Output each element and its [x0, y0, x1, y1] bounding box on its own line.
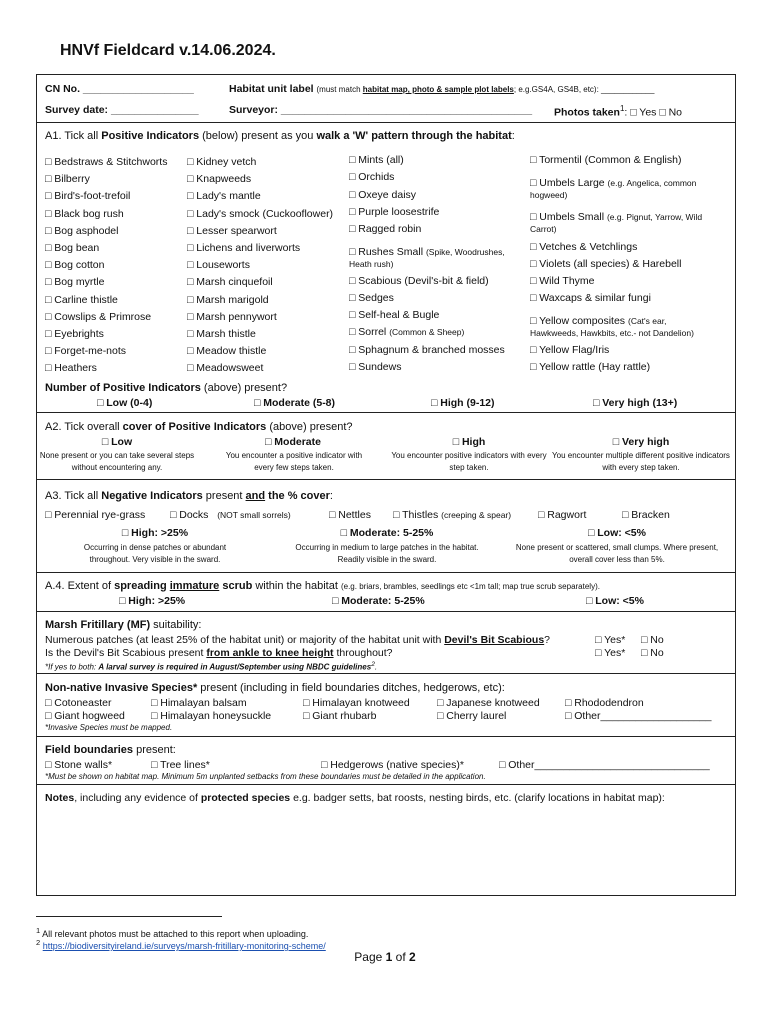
- a3-heading: A3. Tick all Negative Indicators present and the % cover:: [45, 490, 333, 502]
- checkbox-cherry-laurel[interactable]: □ Cherry laurel: [437, 710, 507, 722]
- checkbox-himalayan-honeysuckle[interactable]: □ Himalayan honeysuckle: [151, 710, 272, 722]
- checkbox-docks[interactable]: □ Docks (NOT small sorrels): [170, 509, 291, 521]
- checkbox-item[interactable]: □ Louseworts: [187, 259, 250, 272]
- a2-option-high[interactable]: □ High: [452, 436, 486, 448]
- checkbox-item[interactable]: □ Self-heal & Bugle: [349, 309, 440, 321]
- a3-desc-high: Occurring in dense patches or abundant throughout. Very visible in the sward.: [83, 543, 227, 564]
- checkbox-item[interactable]: □ Scabious (Devil's-bit & field): [349, 275, 489, 287]
- invasive-note: *Invasive Species must be mapped.: [45, 723, 173, 732]
- checkbox-item-umbels-large[interactable]: □ Umbels Large (e.g. Angelica, common: [530, 177, 697, 189]
- checkbox-stone-walls[interactable]: □ Stone walls*: [45, 759, 113, 771]
- checkbox-item[interactable]: □ Marsh pennywort: [187, 310, 277, 323]
- umbels-large-note: hogweed): [530, 190, 568, 200]
- habitat-label: Habitat unit label: [229, 83, 314, 95]
- positive-count-question: Number of Positive Indicators (above) present?: [45, 382, 288, 394]
- checkbox-item[interactable]: □ Bog asphodel: [45, 224, 119, 237]
- rushes-note: Heath rush): [349, 259, 394, 269]
- a2-desc-moderate: You encounter a positive indicator with every few steps taken.: [225, 451, 363, 472]
- checkbox-item[interactable]: □ Ragged robin: [349, 223, 422, 235]
- count-option-low[interactable]: □ Low (0-4): [97, 397, 153, 409]
- a3-cover-low[interactable]: □ Low: <5%: [588, 527, 646, 539]
- surveyor-field[interactable]: Surveyor: ___________________________________________: [229, 104, 533, 116]
- page-number: Page 1 of 2: [354, 950, 416, 964]
- photos-options[interactable]: : □ Yes □ No: [624, 106, 683, 119]
- a4-heading: A.4. Extent of spreading immature scrub within the habitat (e.g. briars, brambles, seedlings etc <1m tall; map true scrub separately).: [45, 580, 600, 592]
- checkbox-item[interactable]: □ Bog myrtle: [45, 276, 105, 289]
- checkbox-himalayan-balsam[interactable]: □ Himalayan balsam: [151, 697, 247, 709]
- a2-desc-low: None present or you can take several steps without encountering any.: [39, 451, 195, 472]
- notes-heading: Notes, including any evidence of protected species e.g. badger setts, bat roosts, nesting birds, etc. (clarify locations in habitat map):: [45, 792, 665, 804]
- survey-date-field[interactable]: Survey date: _______________: [45, 104, 199, 116]
- checkbox-item[interactable]: □ Lesser spearwort: [187, 224, 277, 237]
- checkbox-rhododendron[interactable]: □ Rhododendron: [565, 697, 644, 709]
- photos-taken-field[interactable]: Photos taken$^1$: □ Yes □ No: [554, 104, 683, 119]
- boundaries-note: *Must be shown on habitat map. Minimum 5m unplanted setbacks from these boundaries must be detailed in the application.: [45, 772, 486, 781]
- checkbox-thistles[interactable]: □ Thistles (creeping & spear): [393, 509, 512, 521]
- a3-cover-moderate[interactable]: □ Moderate: 5-25%: [340, 527, 434, 539]
- mf-q2-yes[interactable]: □ Yes*: [595, 647, 626, 659]
- count-option-very-high[interactable]: □ Very high (13+): [593, 397, 678, 409]
- mf-heading: Marsh Fritillary (MF) suitability:: [45, 619, 202, 631]
- checkbox-item[interactable]: □ Knapweeds: [187, 173, 252, 186]
- checkbox-item[interactable]: □ Lichens and liverworts: [187, 242, 301, 255]
- a4-option-moderate[interactable]: □ Moderate: 5-25%: [332, 595, 425, 607]
- checkbox-item[interactable]: □ Eyebrights: [45, 328, 104, 341]
- a4-option-high[interactable]: □ High: >25%: [119, 595, 186, 607]
- a4-option-low[interactable]: □ Low: <5%: [586, 595, 644, 607]
- checkbox-giant-hogweed[interactable]: □ Giant hogweed: [45, 710, 125, 722]
- boundaries-heading: Field boundaries present:: [45, 744, 176, 756]
- a3-desc-moderate: Occurring in medium to large patches in the habitat. Readily visible in the sward.: [295, 543, 479, 564]
- footnote-divider: [36, 916, 222, 917]
- checkbox-japanese-knotweed[interactable]: □ Japanese knotweed: [437, 697, 540, 709]
- checkbox-item[interactable]: □ Wild Thyme: [530, 275, 595, 287]
- a2-heading: A2. Tick overall cover of Positive Indicators (above) present?: [45, 421, 353, 433]
- yellow-composites-note: Hawkweeds, Hawkbits, etc.- not Dandelion): [530, 328, 694, 338]
- checkbox-item[interactable]: □ Waxcaps & similar fungi: [530, 292, 651, 304]
- a3-desc-low: None present or scattered, small clumps. Where present, overall cover less than 5%.: [515, 543, 719, 564]
- checkbox-item-umbels-small[interactable]: □ Umbels Small (e.g. Pignut, Yarrow, Wild: [530, 211, 703, 223]
- checkbox-item[interactable]: □ Tormentil (Common & English): [530, 154, 682, 166]
- mf-note: *If yes to both: A larval survey is required in August/September using NBDC guidelines$^2$.: [45, 661, 378, 672]
- checkbox-item[interactable]: □ Meadowsweet: [187, 362, 264, 375]
- checkbox-item[interactable]: □ Mints (all): [349, 154, 404, 166]
- checkbox-item[interactable]: □ Vetches & Vetchlings: [530, 241, 638, 253]
- umbels-small-note: Carrot): [530, 224, 557, 234]
- checkbox-ragwort[interactable]: □ Ragwort: [538, 509, 587, 521]
- a2-option-low[interactable]: □ Low: [101, 436, 133, 448]
- count-option-moderate[interactable]: □ Moderate (5-8): [254, 397, 336, 409]
- checkbox-item[interactable]: □ Violets (all species) & Harebell: [530, 258, 682, 270]
- checkbox-item-rushes[interactable]: □ Rushes Small (Spike, Woodrushes,: [349, 246, 505, 258]
- checkbox-item[interactable]: □ Orchids: [349, 171, 395, 183]
- checkbox-item[interactable]: □ Sundews: [349, 361, 402, 373]
- checkbox-item[interactable]: □ Bilberry: [45, 173, 90, 186]
- checkbox-item[interactable]: □ Lady's mantle: [187, 190, 261, 203]
- cn-no-field[interactable]: CN No. ___________________: [45, 83, 194, 95]
- checkbox-tree-lines[interactable]: □ Tree lines*: [151, 759, 210, 771]
- checkbox-item[interactable]: □ Lady's smock (Cuckooflower): [187, 207, 334, 220]
- checkbox-item[interactable]: □ Yellow rattle (Hay rattle): [530, 361, 651, 373]
- checkbox-item[interactable]: □ Kidney vetch: [187, 156, 257, 168]
- checkbox-item[interactable]: □ Bird's-foot-trefoil: [45, 190, 131, 203]
- fieldcard-frame: [36, 74, 736, 896]
- checkbox-other-invasive[interactable]: □ Other___________________: [565, 710, 712, 722]
- checkbox-item[interactable]: □ Carline thistle: [45, 293, 118, 306]
- a2-desc-high: You encounter positive indicators with every step taken.: [391, 451, 547, 472]
- checkbox-hedgerows[interactable]: □ Hedgerows (native species)*: [321, 759, 464, 771]
- checkbox-item[interactable]: □ Marsh cinquefoil: [187, 276, 273, 289]
- checkbox-item[interactable]: □ Purple loosestrife: [349, 206, 440, 218]
- invasive-heading: Non-native Invasive Species* present (including in field boundaries ditches, hedgerows, etc):: [45, 682, 505, 694]
- mf-question-2: Is the Devil's Bit Scabious present from ankle to knee height throughout?: [45, 647, 393, 659]
- mf-q1-yes[interactable]: □ Yes*: [595, 634, 626, 646]
- a1-column-2: [187, 154, 333, 378]
- mf-question-1: Numerous patches (at least 25% of the habitat unit) or majority of the habitat unit with Devil's Bit Scabious?: [45, 634, 551, 646]
- checkbox-item[interactable]: □ Bog bean: [45, 242, 100, 255]
- checkbox-item[interactable]: □ Yellow Flag/Iris: [530, 344, 610, 356]
- checkbox-himalayan-knotweed[interactable]: □ Himalayan knotweed: [303, 697, 410, 709]
- checkbox-item[interactable]: □ Sedges: [349, 292, 394, 304]
- checkbox-item-yellow-composites[interactable]: □ Yellow composites (Cat's ear,: [530, 315, 667, 327]
- checkbox-item[interactable]: □ Heathers: [45, 362, 97, 375]
- page-title: HNVf Fieldcard v.14.06.2024.: [60, 42, 276, 59]
- mf-q1-no[interactable]: □ No: [641, 634, 664, 646]
- checkbox-item[interactable]: □ Cowslips & Primrose: [45, 310, 152, 323]
- habitat-label-field[interactable]: [229, 83, 654, 95]
- checkbox-item[interactable]: □ Sphagnum & branched mosses: [349, 344, 505, 356]
- habitat-note: (must match habitat map, photo & sample plot labels; e.g.GS4A, GS4B, etc): ____________: [316, 85, 655, 94]
- checkbox-cotoneaster[interactable]: □ Cotoneaster: [45, 697, 112, 709]
- checkbox-item[interactable]: □ Black bog rush: [45, 207, 124, 220]
- checkbox-item[interactable]: □ Oxeye daisy: [349, 189, 417, 201]
- checkbox-giant-rhubarb[interactable]: □ Giant rhubarb: [303, 710, 377, 722]
- a2-desc-very-high: You encounter multiple different positive indicators with every step taken.: [552, 451, 730, 472]
- a2-option-moderate[interactable]: □ Moderate: [265, 436, 321, 448]
- checkbox-nettles[interactable]: □ Nettles: [329, 509, 371, 521]
- checkbox-item[interactable]: □ Marsh marigold: [187, 293, 269, 306]
- checkbox-ryegrass[interactable]: □ Perennial rye-grass: [45, 509, 146, 521]
- notes-area[interactable]: [41, 809, 731, 891]
- count-option-high[interactable]: □ High (9-12): [431, 397, 495, 409]
- a3-cover-high[interactable]: □ High: >25%: [121, 527, 189, 539]
- mf-q2-no[interactable]: □ No: [641, 647, 664, 659]
- a2-option-very-high[interactable]: □ Very high: [612, 436, 670, 448]
- checkbox-item-sorrel[interactable]: □ Sorrel (Common & Sheep): [349, 326, 465, 338]
- checkbox-other-boundary[interactable]: □ Other______________________________: [499, 759, 710, 771]
- checkbox-item[interactable]: □ Bog cotton: [45, 259, 105, 272]
- footnote-2: $^2$ https://biodiversityireland.ie/surveys/marsh-fritillary-monitoring-scheme/: [36, 938, 326, 951]
- checkbox-item[interactable]: □ Forget-me-nots: [45, 345, 127, 358]
- checkbox-item[interactable]: □ Meadow thistle: [187, 345, 267, 358]
- a1-column-1: [45, 154, 167, 378]
- a1-heading: A1. Tick all Positive Indicators (below) present as you walk a 'W' pattern through the habitat:: [45, 130, 515, 142]
- checkbox-bracken[interactable]: □ Bracken: [622, 509, 670, 521]
- checkbox-item[interactable]: □ Marsh thistle: [187, 328, 256, 341]
- footnote-1: $^1$ All relevant photos must be attached to this report when uploading.: [36, 926, 309, 939]
- monitoring-scheme-link[interactable]: https://biodiversityireland.ie/surveys/marsh-fritillary-monitoring-scheme/: [42, 941, 326, 951]
- checkbox-item[interactable]: □ Bedstraws & Stitchworts: [45, 156, 168, 168]
